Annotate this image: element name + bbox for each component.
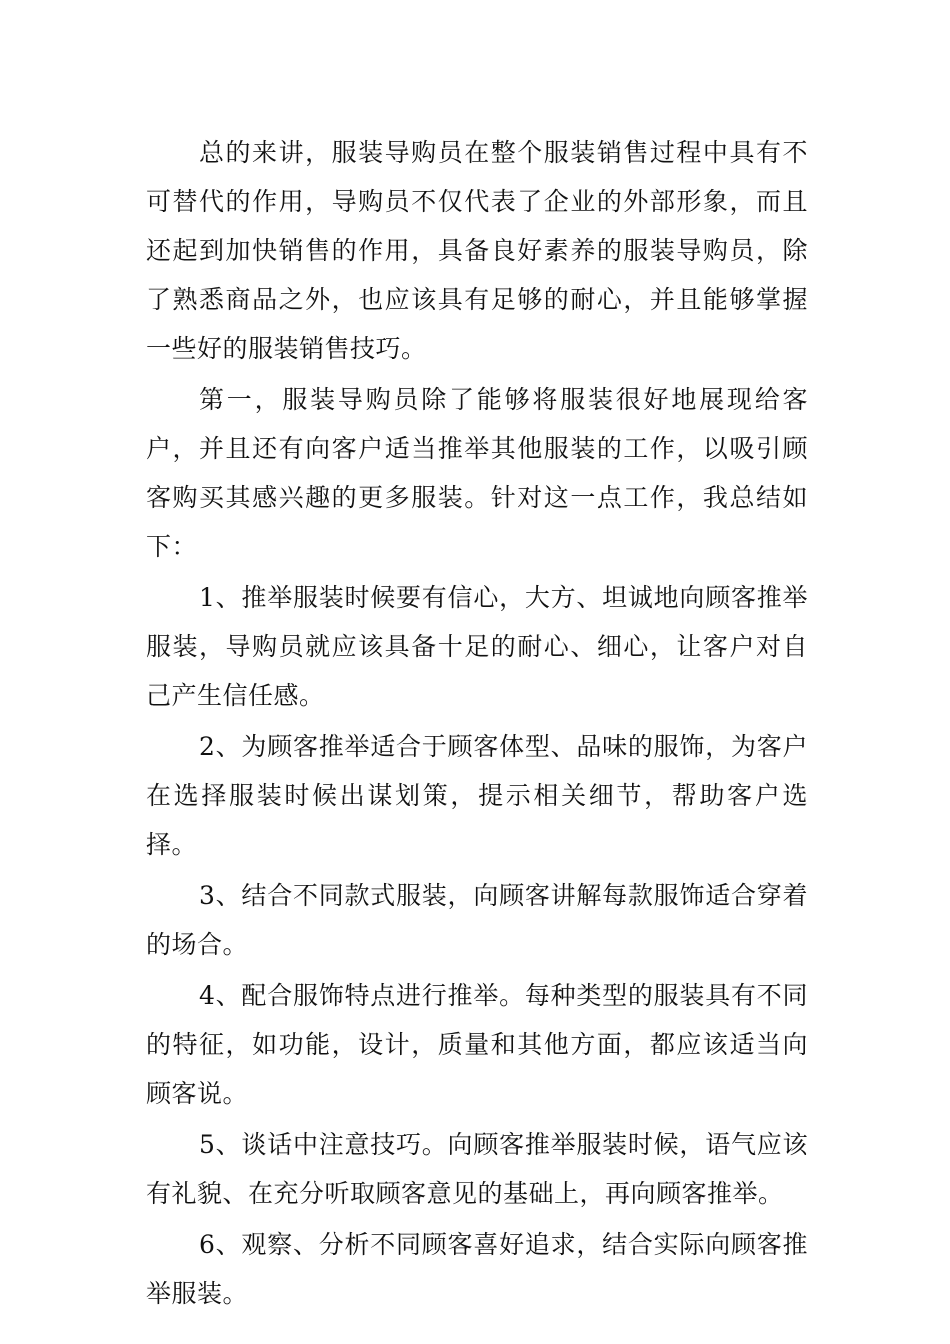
list-item-2: 2、为顾客推举适合于顾客体型、品味的服饰，为客户在选择服装时候出谋划策，提示相关细节，帮助客户选择。: [146, 732, 808, 859]
list-item-4: 4、配合服饰特点进行推举。每种类型的服装具有不同的特征，如功能，设计，质量和其他方面，都应该适当向顾客说。: [146, 981, 808, 1108]
paragraph-summary: 总的来讲，服装导购员在整个服装销售过程中具有不可替代的作用，导购员不仅代表了企业的外部形象，而且还起到加快销售的作用，具备良好素养的服装导购员，除了熟悉商品之外，也应该具有足够的耐心，并且能够掌握一些好的服装销售技巧。: [146, 138, 808, 363]
list-item-3: 3、结合不同款式服装，向顾客讲解每款服饰适合穿着的场合。: [146, 881, 808, 959]
list-item-5: 5、谈话中注意技巧。向顾客推举服装时候，语气应该有礼貌、在充分听取顾客意见的基础上，再向顾客推举。: [146, 1130, 808, 1208]
list-item-1: 1、推举服装时候要有信心，大方、坦诚地向顾客推举服装，导购员就应该具备十足的耐心、细心，让客户对自己产生信任感。: [146, 583, 808, 710]
list-item-6: 6、观察、分析不同顾客喜好追求，结合实际向顾客推举服装。: [146, 1230, 808, 1308]
paragraph-first-point: 第一，服装导购员除了能够将服装很好地展现给客户，并且还有向客户适当推举其他服装的工作，以吸引顾客购买其感兴趣的更多服装。针对这一点工作，我总结如下：: [146, 385, 808, 561]
document-body: [146, 128, 808, 1320]
